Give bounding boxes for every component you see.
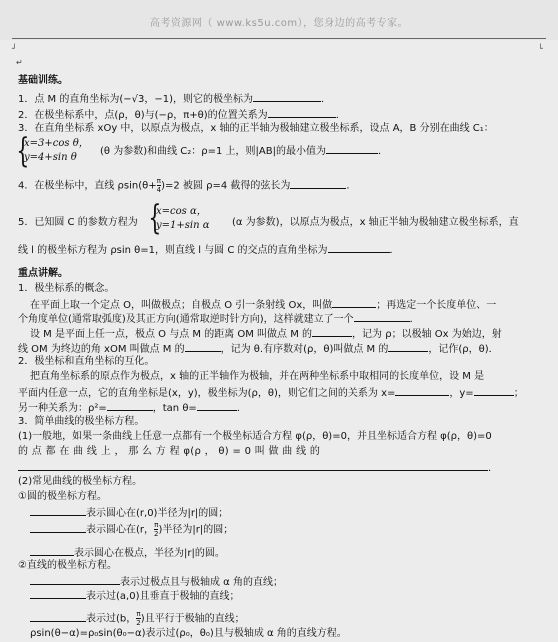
answer-blank bbox=[312, 327, 352, 337]
system-brace: { bbox=[148, 198, 162, 238]
question-2-text: 2．在极坐标系中，点(ρ，θ)与(−ρ，π+θ)的位置关系为 bbox=[18, 110, 268, 121]
section-2-para: 把直角坐标系的原点作为极点，x 轴的正半轴作为极轴，并在两种坐标系中取相同的长度单位，设 M 是 bbox=[30, 371, 485, 382]
corner-mark-left: ┘ bbox=[12, 44, 17, 53]
equation-line: x=cos α， bbox=[156, 206, 207, 217]
question-4-text: 4．在极坐标中，直线 ρsin(θ+ bbox=[18, 180, 157, 192]
question-5-text: 线 l 的极坐标方程为 ρsin θ=1，则直线 l 与圆 C 的交点的直角坐标为 bbox=[18, 245, 328, 256]
answer-blank bbox=[290, 179, 346, 189]
equation-line: x=3+cos θ， bbox=[24, 138, 89, 149]
page-header bbox=[0, 0, 558, 40]
section-1-title: 1．极坐标系的概念。 bbox=[18, 283, 115, 294]
answer-blank bbox=[30, 506, 86, 516]
key-points-title: 重点讲解。 bbox=[18, 268, 68, 279]
question-5-cont bbox=[232, 217, 519, 229]
header-text: 高考资源网（ www.ks5u.com），您身边的高考专家。 bbox=[149, 18, 409, 29]
answer-blank bbox=[197, 401, 237, 411]
line-eq-3 bbox=[30, 610, 245, 627]
question-5-text: 5．已知圆 C 的参数方程为 bbox=[18, 217, 138, 228]
equation-system-circle bbox=[156, 205, 209, 233]
fraction-numerator: π bbox=[154, 521, 159, 529]
answer-blank bbox=[395, 386, 449, 396]
para-text: 表示过(b， bbox=[86, 613, 137, 625]
para-text: 设 M 是平面上任一点，极点 O 与点 M 的距离 OM 叫做点 M 的 bbox=[30, 329, 313, 340]
fraction-numerator: π bbox=[136, 610, 141, 618]
line-eq-4: ρsin(θ−α)=ρ₀sin(θ₀−α)表示过(ρ₀，θ₀)且与极轴成 α 角的直线方程。 bbox=[30, 628, 347, 639]
fraction-denominator: 2 bbox=[154, 530, 159, 538]
section-3-para: 的 点 都 在 曲 线 上 ， 那 么 方 程 φ(ρ ， θ) = 0 叫 做 曲 线 的 bbox=[18, 446, 321, 457]
answer-blank bbox=[30, 612, 86, 622]
fraction-numerator: π bbox=[156, 177, 161, 185]
answer-blank bbox=[253, 92, 321, 102]
para-text: 个角度单位(通常取弧度)及其正方向(通常取逆时针方向)，这样就建立了一个 bbox=[18, 314, 354, 325]
section-1-para bbox=[30, 327, 502, 341]
corner-mark-right: └ bbox=[538, 44, 543, 53]
line-eq-2 bbox=[30, 589, 239, 603]
para-text: 平面内任意一点，它的直角坐标是(x，y)，极坐标为(ρ，θ)，则它们之间的关系为 x= bbox=[18, 388, 396, 399]
answer-blank bbox=[474, 386, 514, 396]
equation-line: y=4+sin θ bbox=[24, 152, 77, 163]
return-mark: ↵ bbox=[16, 58, 23, 67]
para-text: 表示圆心在(r， bbox=[86, 524, 155, 536]
section-1-para bbox=[18, 342, 499, 356]
question-5 bbox=[18, 217, 138, 229]
fraction-denominator: 4 bbox=[156, 186, 162, 194]
section-2-para: 另一种关系为：ρ²= ，tan θ= ． bbox=[18, 403, 247, 414]
para-text: ，记作(ρ，θ)． bbox=[428, 344, 499, 355]
answer-blank bbox=[30, 546, 74, 556]
section-1-para: 个角度单位(通常取弧度)及其正方向(通常取逆时针方向)，这样就建立了一个 ． bbox=[18, 314, 420, 325]
para-text: 另一种关系为：ρ²= bbox=[18, 403, 107, 414]
para-text: )且平行于极轴的直线； bbox=[140, 613, 245, 625]
equation-line: y=1+sin α bbox=[156, 220, 210, 231]
para-text: 表示过极点且与极轴成 α 角的直线； bbox=[120, 577, 283, 588]
para-text: 表示圆心在(r,0)半径为|r|的圆； bbox=[86, 508, 229, 519]
circle-eq-3 bbox=[30, 546, 225, 560]
answer-blank bbox=[107, 401, 153, 411]
para-text: 表示过(a,0)且垂直于极轴的直线； bbox=[86, 591, 240, 602]
section-3-para: ． bbox=[18, 461, 498, 475]
para-text: 在平面上取一个定点 O，叫做极点；自极点 O 引一条射线 Ox，叫做 bbox=[30, 300, 333, 311]
answer-blank bbox=[388, 342, 428, 352]
equation-system-c1 bbox=[24, 137, 89, 165]
question-1-text: 1．点 M 的直角坐标为(−√3，−1)，则它的极坐标为 bbox=[18, 94, 254, 105]
question-1: 1．点 M 的直角坐标为(−√3，−1)，则它的极坐标为 ． bbox=[18, 94, 332, 105]
para-text: ，记为 θ.有序数对(ρ，θ)叫做点 M 的 bbox=[220, 344, 389, 355]
section-3-para: (1)一般地，如果一条曲线上任意一点都有一个极坐标适合方程 φ(ρ，θ)=0，并且坐标适合方程 φ(ρ，θ)=0 bbox=[18, 431, 492, 442]
section-2-para: 平面内任意一点，它的直角坐标是(x，y)，极坐标为(ρ，θ)，则它们之间的关系为 x= ，y= ； bbox=[18, 388, 524, 399]
answer-blank bbox=[332, 298, 376, 308]
section-3-title: 3．简单曲线的极坐标方程。 bbox=[18, 416, 145, 427]
answer-blank bbox=[18, 461, 488, 471]
fraction-denominator: 2 bbox=[136, 619, 141, 627]
question-3 bbox=[18, 123, 494, 135]
answer-blank bbox=[30, 575, 120, 585]
answer-blank bbox=[326, 144, 378, 154]
para-text: 线 OM 为终边的角 xOM 叫做点 M 的 bbox=[18, 344, 185, 355]
section-2-title: 2．极坐标和直角坐标的互化。 bbox=[18, 356, 155, 367]
para-text: ；再选定一个长度单位、一 bbox=[376, 300, 497, 311]
para-text: ，y= bbox=[449, 388, 474, 399]
question-3-cont: (θ 为参数)和曲线 C₂：ρ=1 上，则|AB|的最小值为 ． bbox=[100, 146, 388, 157]
para-text: 表示圆心在极点，半径为|r|的圆。 bbox=[74, 548, 225, 559]
circle-eq-1 bbox=[30, 506, 228, 520]
answer-blank bbox=[268, 108, 336, 118]
section-1-para bbox=[30, 298, 496, 312]
question-4-text: )=2 被圆 ρ=4 截得的弦长为 bbox=[161, 180, 291, 192]
para-text: ，tan θ= bbox=[152, 403, 197, 414]
answer-blank bbox=[328, 243, 390, 253]
answer-blank bbox=[185, 342, 221, 352]
question-2: 2．在极坐标系中，点(ρ，θ)与(−ρ，π+θ)的位置关系为 ． bbox=[18, 110, 346, 121]
circle-eq-title: ①圆的极坐标方程。 bbox=[18, 491, 107, 502]
question-5-line2: 线 l 的极坐标方程为 ρsin θ=1，则直线 l 与圆 C 的交点的直角坐标为 ． bbox=[18, 245, 400, 256]
question-3-text: 3．在直角坐标系 xOy 中，以原点为极点，x 轴的正半轴为极轴建立极坐标系，设点 A，B 分别在曲线 C₁： bbox=[18, 123, 494, 134]
answer-blank bbox=[354, 312, 410, 322]
question-5-text: (α 为参数)，以原点为极点，x 轴正半轴为极轴建立极坐标系，直 bbox=[232, 217, 519, 228]
answer-blank bbox=[30, 523, 86, 533]
line-eq-1 bbox=[30, 575, 283, 589]
line-eq-title: ②直线的极坐标方程。 bbox=[18, 560, 117, 571]
header-rule bbox=[12, 38, 546, 39]
question-3-text: (θ 为参数)和曲线 C₂：ρ=1 上，则|AB|的最小值为 bbox=[100, 146, 326, 157]
answer-blank bbox=[30, 589, 86, 599]
section-3-subtitle: (2)常见曲线的极坐标方程。 bbox=[18, 476, 143, 487]
para-text: )半径为|r|的圆； bbox=[158, 524, 234, 536]
circle-eq-2 bbox=[30, 521, 233, 538]
para-text: ，记为 ρ；以极轴 Ox 为始边，射 bbox=[352, 329, 502, 340]
basic-training-title: 基础训练。 bbox=[18, 75, 68, 86]
question-4: 4．在极坐标中，直线 ρsin(θ+ $\frac{\pi}{4}$ )=2 被圆 ρ=4 截得的弦长为 ． bbox=[18, 177, 357, 194]
system-brace: { bbox=[16, 131, 30, 171]
